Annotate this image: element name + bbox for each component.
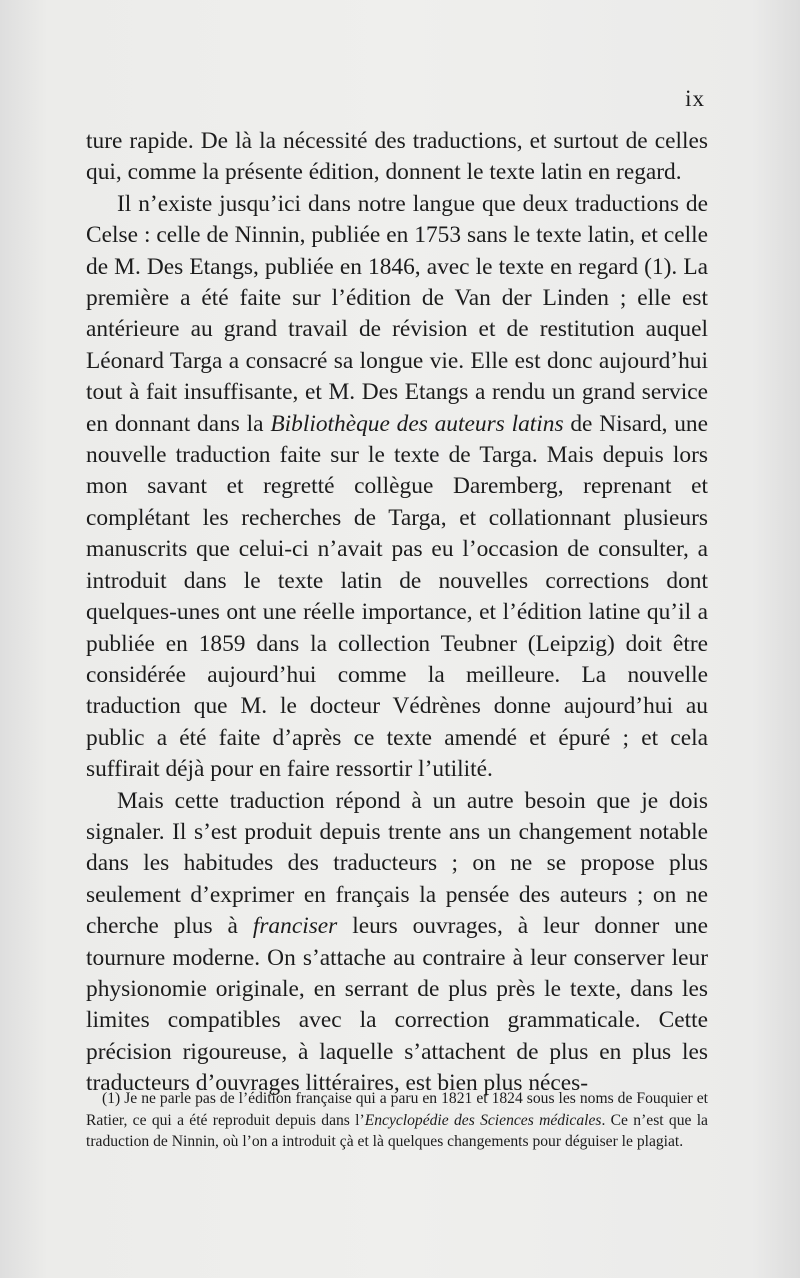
paragraph-2 bbox=[86, 189, 708, 786]
paragraph-3-part-b: leurs ouvrages, à leur donner une tournure moderne. On s’attache au contraire à leur conserver leur physionomie originale, en serrant de plus près le texte, dans les limites compatibles avec la correction grammaticale. Cette précision rigoureuse, à laquelle s’attachent de plus en plus les traducteurs d’ouvrages littéraires, est bien plus néces- bbox=[86, 913, 709, 1097]
footnote-part-a: (1) Je ne parle pas de l’édition française qui a paru en 1821 et 1824 sous les noms de Fouquier et Ratier, ce qui a été reproduit depuis dans l’ bbox=[86, 1090, 708, 1129]
paragraph-3 bbox=[86, 786, 708, 1100]
paragraph-2-part-a: Il n’existe jusqu’ici dans notre langue que deux traductions de Celse : celle de Ninnin, publiée en 1753 sans le texte latin, et celle de M. Des Etangs, publiée en 1846, avec le texte en regard (1). La première a été faite sur l’édition de Van der Linden ; elle est antérieure au grand travail de révision et de restitution auquel Léonard Targa a consacré sa longue vie. Elle est donc aujourd’hui tout à fait insuffisante, et M. Des Etangs a rendu un grand service en donnant dans la bbox=[86, 190, 708, 437]
book-title-italic: Bibliothèque des auteurs latins bbox=[270, 410, 564, 437]
italic-term: franciser bbox=[252, 913, 338, 940]
footnote bbox=[86, 1088, 708, 1153]
footnote-text bbox=[86, 1088, 708, 1153]
footnote-italic-title: Encyclopédie des Sciences médicales bbox=[364, 1111, 602, 1129]
paragraph-1: ture rapide. De là la nécessité des traductions, et surtout de celles qui, comme la présente édition, donnent le texte latin en regard. bbox=[86, 128, 708, 186]
main-text bbox=[86, 126, 708, 1100]
paragraph-3-part-a: Mais cette traduction répond à un autre besoin que je dois signaler. Il s’est produit depuis trente ans un changement notable dans les habitudes des traducteurs ; on ne se propose plus seulement d’exprimer en français la pensée des auteurs ; on ne cherche plus à bbox=[86, 787, 708, 940]
page-number: ix bbox=[685, 86, 705, 111]
footnote-part-b: . Ce n’est que la traduction de Ninnin, où l’on a introduit çà et là quelques changements pour déguiser le plagiat. bbox=[86, 1111, 708, 1151]
paragraph-2-part-b: de Nisard, une nouvelle traduction faite sur le texte de Targa. Mais depuis lors mon savant et regretté collègue Daremberg, reprenant et complétant les recherches de Targa, et collationnant plusieurs manuscrits que celui-ci n’avait pas eu l’occasion de consulter, a introduit dans le texte latin de nouvelles corrections dont quelques-unes ont une réelle importance, et l’édition latine qu’il a publiée en 1859 dans la collection Teubner (Leipzig) doit être considérée aujourd’hui comme la meilleure. La nouvelle traduction que M. le docteur Védrènes donne aujourd’hui au public a été faite d’après ce texte amendé et épuré ; et cela suffirait déjà pour en faire ressortir l’utilité. bbox=[86, 410, 708, 783]
